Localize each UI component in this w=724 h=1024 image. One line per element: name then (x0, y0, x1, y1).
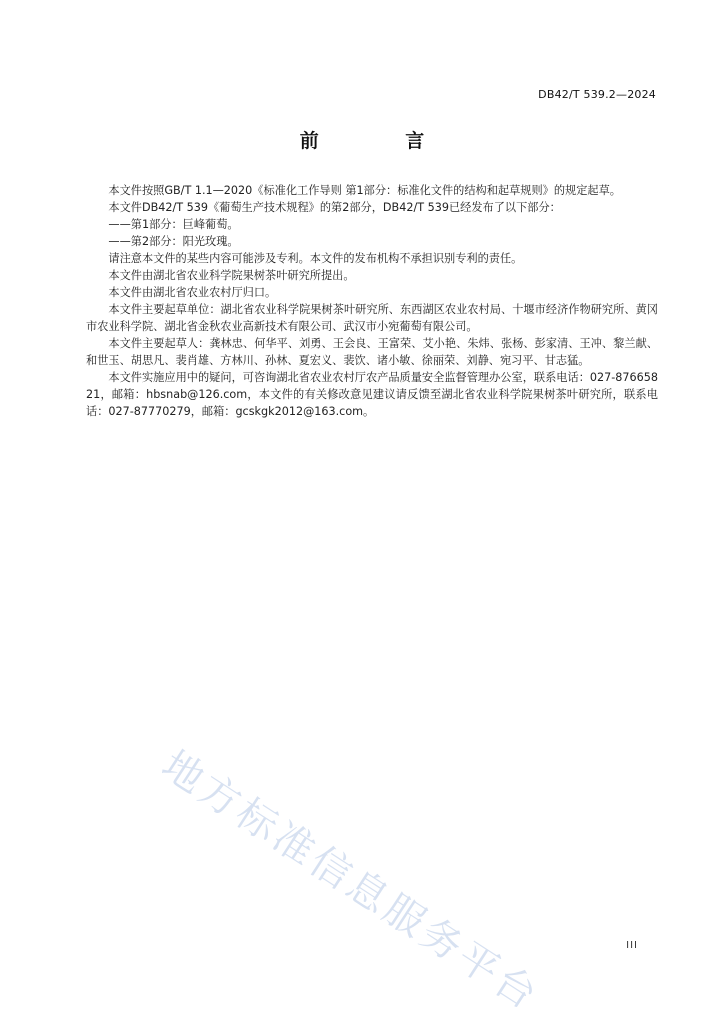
paragraph-drafting-units: 本文件主要起草单位：湖北省农业科学院果树茶叶研究所、东西湖区农业农村局、十堰市经济作物研究所、黄冈市农业科学院、湖北省金秋农业高新技术有限公司、武汉市小宛葡萄有限公司。 (86, 303, 658, 333)
paragraph-drafting-rules: 本文件按照GB/T 1.1—2020《标准化工作导则 第1部分：标准化文件的结构和起草规则》的规定起草。 (108, 184, 621, 197)
foreword-body (86, 182, 658, 420)
paragraph-patent-notice: 请注意本文件的某些内容可能涉及专利。本文件的发布机构不承担识别专利的责任。 (108, 252, 523, 265)
paragraph-administrator: 本文件由湖北省农业农村厅归口。 (108, 286, 277, 299)
list-item-part-2: ——第2部分：阳光玫瑰。 (108, 235, 239, 248)
paragraph-drafters: 本文件主要起草人：龚林忠、何华平、刘勇、王会良、王富荣、艾小艳、朱炜、张杨、彭家清、王冲、黎兰献、和世玉、胡思凡、裴肖雄、方林川、孙林、夏宏义、裴饮、诸小敏、徐丽荣、刘静、宛习平、甘志猛。 (86, 337, 658, 367)
paragraph-contact: 本文件实施应用中的疑问，可咨询湖北省农业农村厅农产品质量安全监督管理办公室，联系电话：027-87665821，邮箱：hbsnab@126.com，本文件的有关修改意见建议请反馈至湖北省农业科学院果树茶叶研究所，联系电话：027-87770279，邮箱：gcskgk2012@163.com。 (86, 371, 658, 418)
paragraph-proposer: 本文件由湖北省农业科学院果树茶叶研究所提出。 (108, 269, 355, 282)
watermark: 地方标准信息服务平台 (153, 742, 548, 1021)
page-title: 前 言 (299, 130, 465, 152)
document-code: DB42/T 539.2—2024 (538, 88, 656, 101)
page-number: III (626, 940, 638, 951)
list-item-part-1: ——第1部分：巨峰葡萄。 (108, 218, 239, 231)
paragraph-parts-intro: 本文件DB42/T 539《葡萄生产技术规程》的第2部分，DB42/T 539已经发布了以下部分： (108, 201, 561, 214)
